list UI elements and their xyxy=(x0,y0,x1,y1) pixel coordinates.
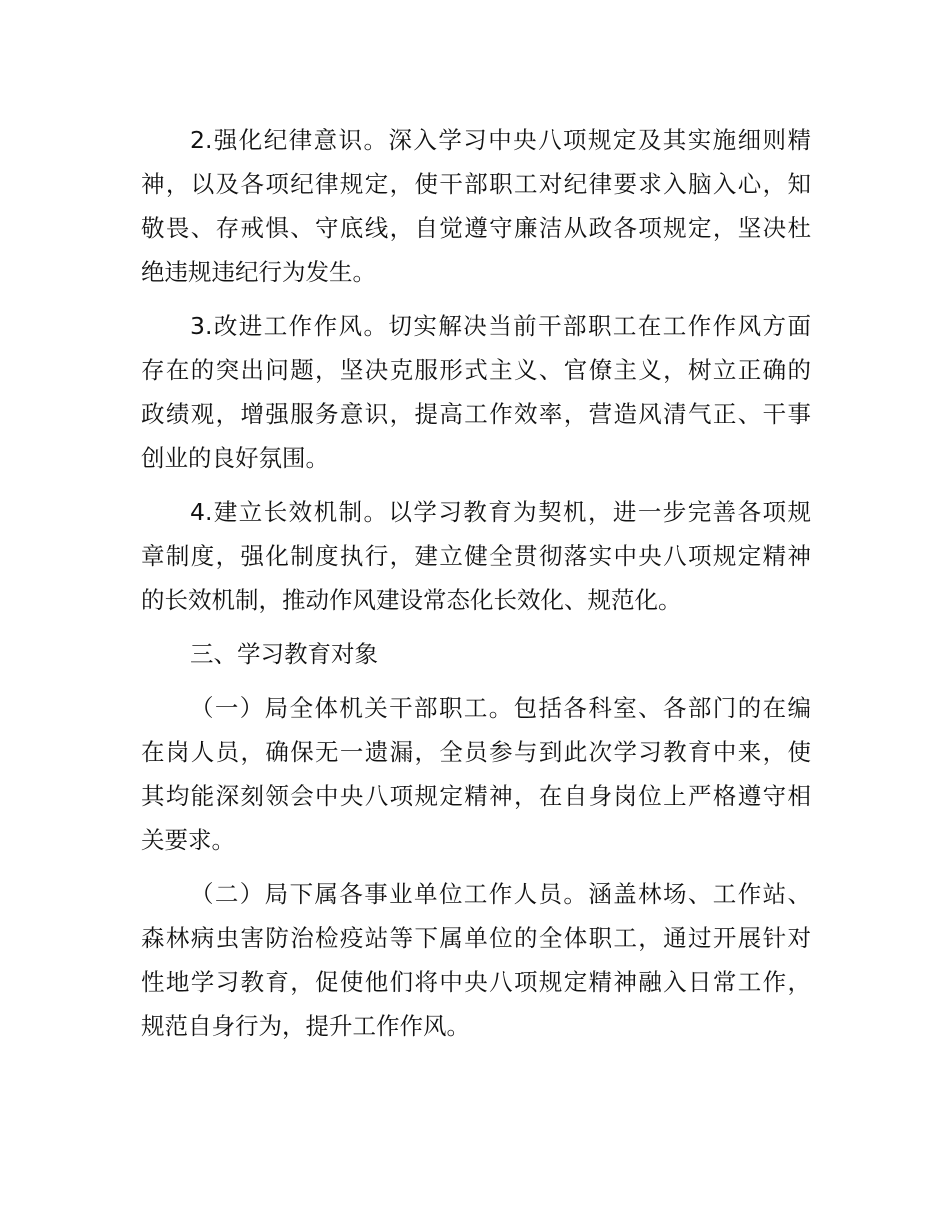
text-line: 绝违规违纪行为发生。 xyxy=(141,258,376,286)
text-line: 敬畏、存戒惧、守底线，自觉遵守廉洁从政各项规定，坚决杜 xyxy=(141,214,811,242)
text-line: 存在的突出问题，坚决克服形式主义、官僚主义，树立正确的 xyxy=(141,356,811,384)
paragraph-target-1 xyxy=(141,686,811,862)
text-line: （二）局下属各事业单位工作人员。涵盖林场、工作站、 xyxy=(190,880,811,908)
paragraph-discipline xyxy=(141,118,811,294)
text-line: 创业的良好氛围。 xyxy=(141,444,329,472)
text-line: 的长效机制，推动作风建设常态化长效化、规范化。 xyxy=(141,586,682,614)
text-line: 规范自身行为，提升工作作风。 xyxy=(141,1012,470,1040)
text-line: 在岗人员，确保无一遗漏，全员参与到此次学习教育中来，使 xyxy=(141,738,811,766)
text-line: 其均能深刻领会中央八项规定精神，在自身岗位上严格遵守相 xyxy=(141,782,811,810)
text-line: 神，以及各项纪律规定，使干部职工对纪律要求入脑入心，知 xyxy=(141,170,811,198)
paragraph-work-style xyxy=(141,304,811,480)
paragraph-mechanism xyxy=(141,490,811,622)
text-line: （一）局全体机关干部职工。包括各科室、各部门的在编 xyxy=(190,694,811,722)
document-page xyxy=(141,118,811,1058)
text-line: 4.建立长效机制。以学习教育为契机，进一步完善各项规 xyxy=(190,498,811,526)
text-line: 章制度，强化制度执行，建立健全贯彻落实中央八项规定精神 xyxy=(141,542,811,570)
paragraph-target-2 xyxy=(141,872,811,1048)
text-line: 3.改进工作作风。切实解决当前干部职工在工作作风方面 xyxy=(190,312,811,340)
text-line: 关要求。 xyxy=(141,826,235,854)
text-line: 2.强化纪律意识。深入学习中央八项规定及其实施细则精 xyxy=(190,126,811,154)
text-line: 森林病虫害防治检疫站等下属单位的全体职工，通过开展针对 xyxy=(141,924,811,952)
text-line: 性地学习教育，促使他们将中央八项规定精神融入日常工作， xyxy=(141,968,811,996)
paragraph-section-heading xyxy=(141,632,811,676)
text-line: 三、学习教育对象 xyxy=(190,640,378,668)
text-line: 政绩观，增强服务意识，提高工作效率，营造风清气正、干事 xyxy=(141,400,811,428)
